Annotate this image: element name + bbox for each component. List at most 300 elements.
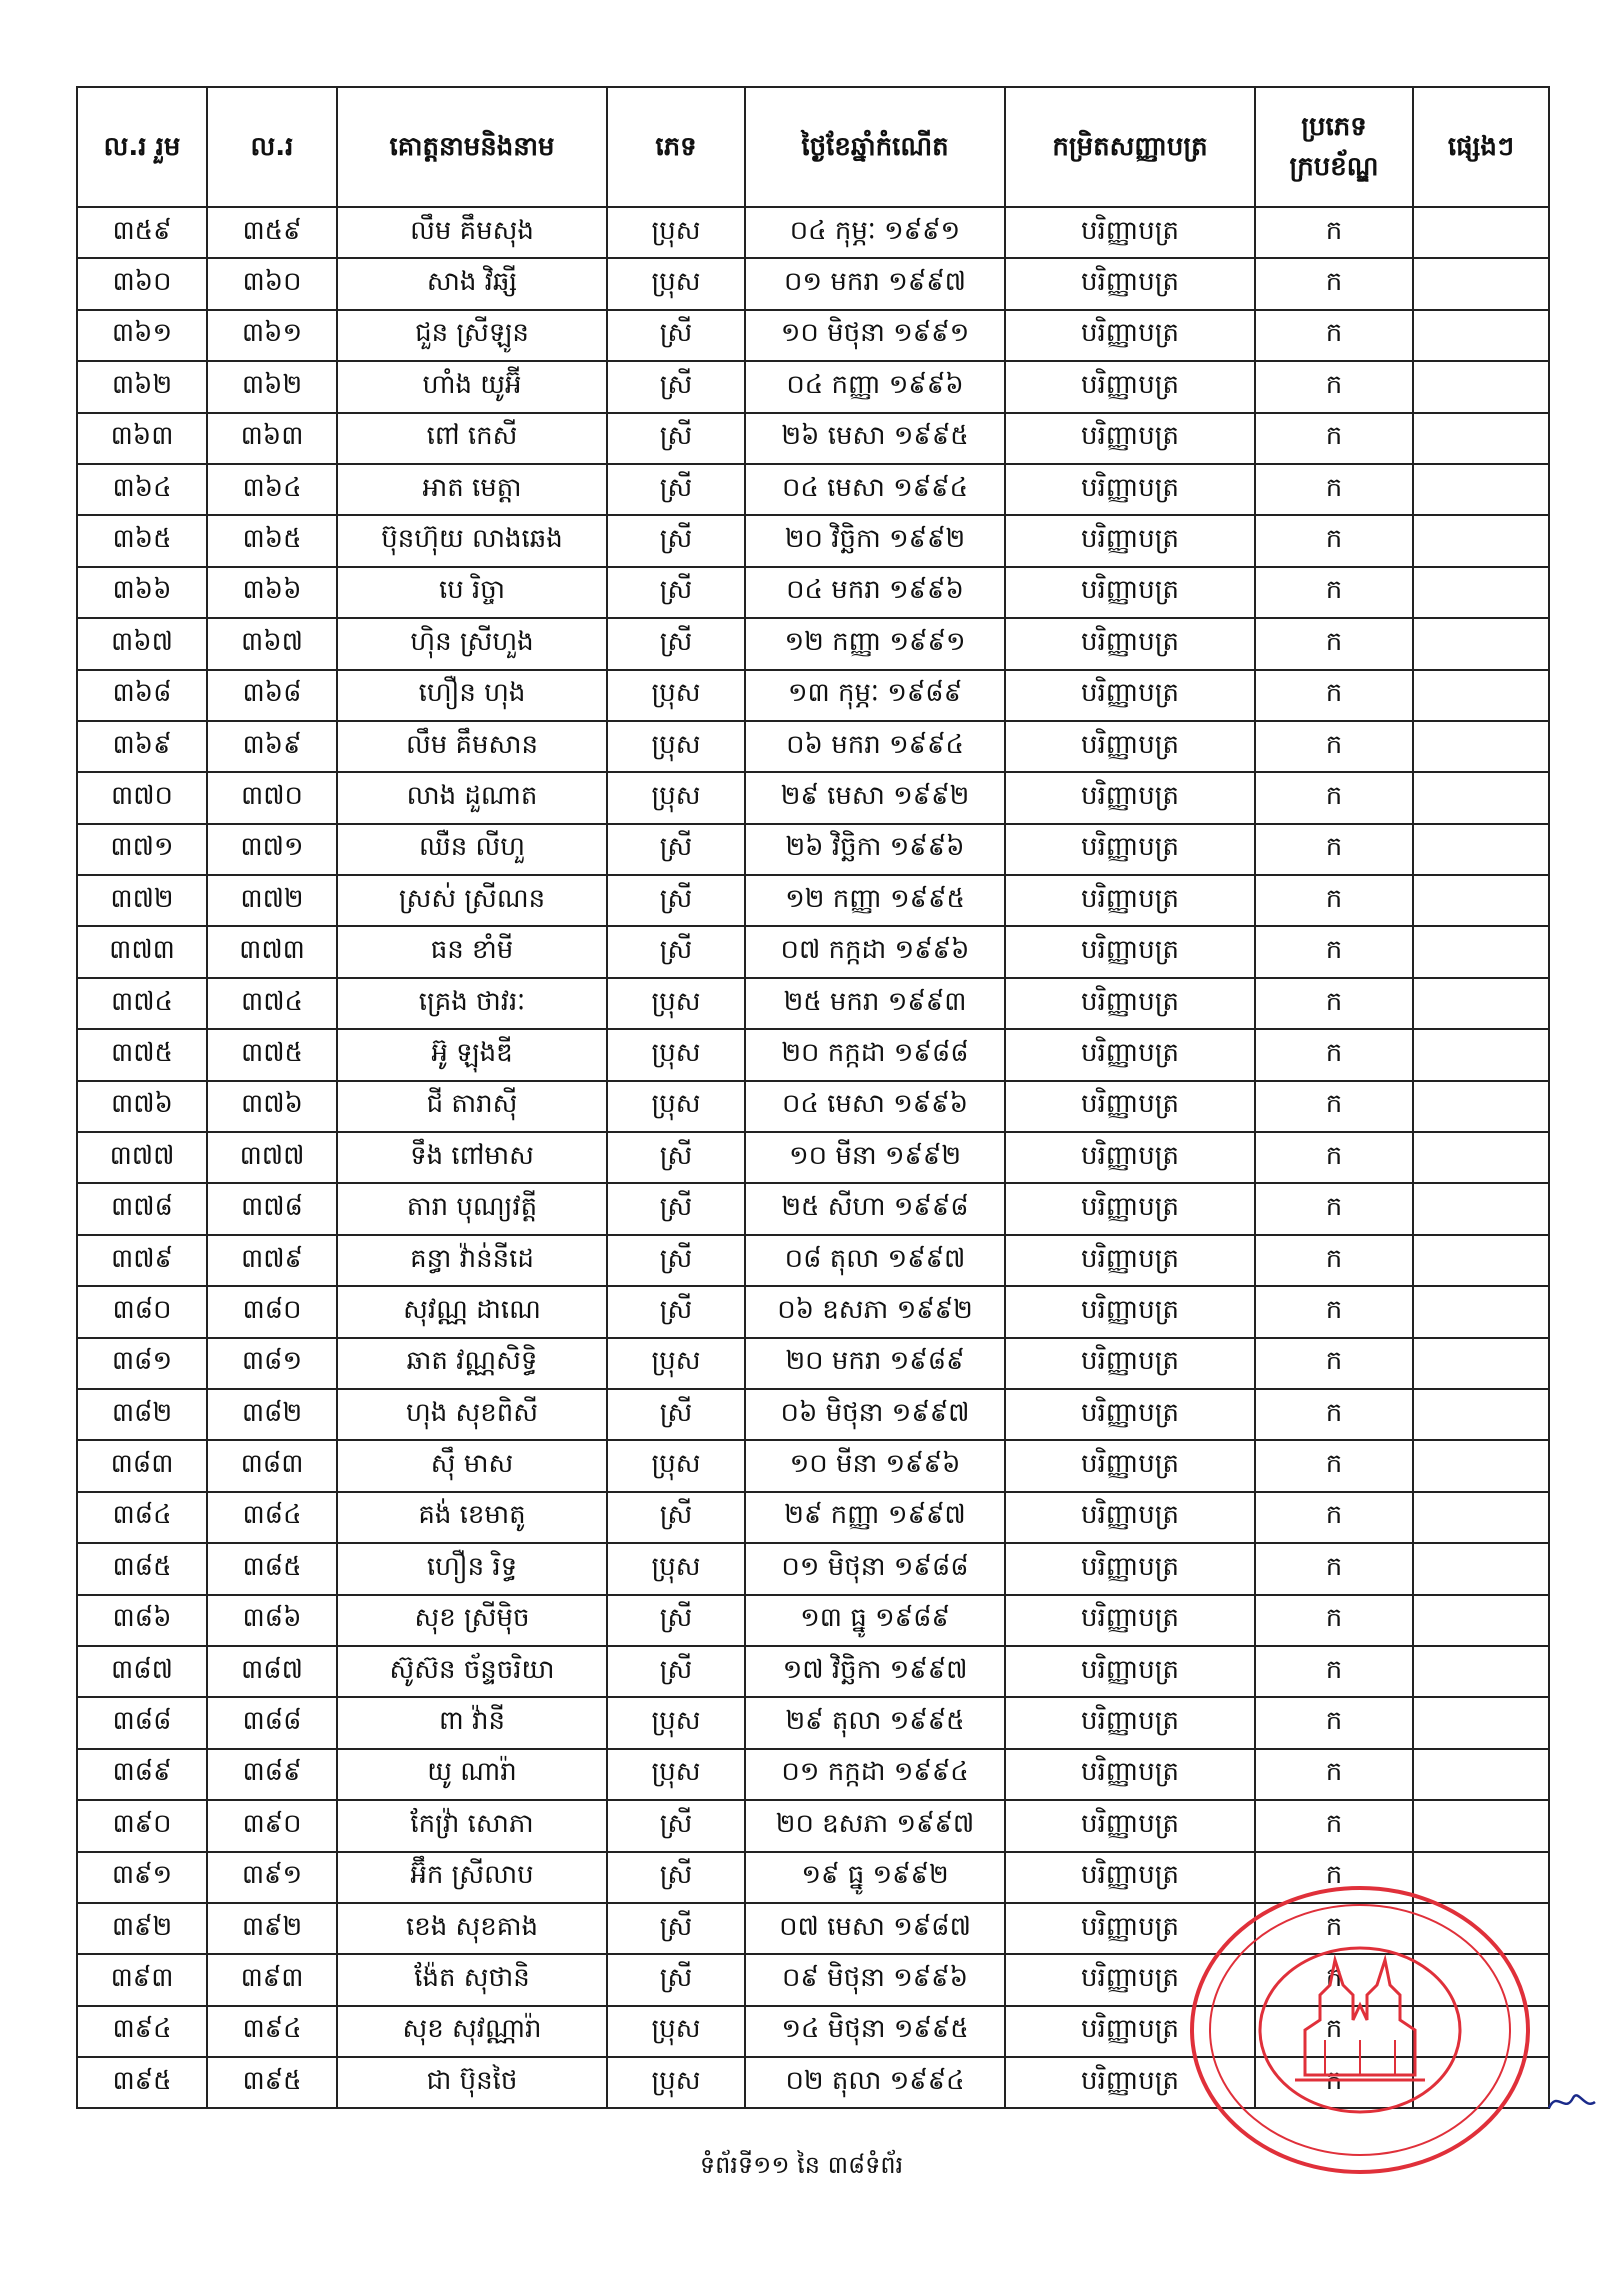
- table-cell: ស្រី: [607, 464, 745, 515]
- table-cell: ៣៧៧: [207, 1132, 337, 1183]
- table-cell: [1413, 1697, 1549, 1748]
- table-cell: ស្រី: [607, 1492, 745, 1543]
- table-cell: ៣៧៤: [77, 978, 207, 1029]
- table-cell: ២០ កក្កដា ១៩៨៨: [745, 1029, 1005, 1080]
- table-row: [77, 1029, 1549, 1080]
- table-cell: បរិញ្ញាបត្រ: [1005, 772, 1255, 823]
- table-cell: ហុង សុខពិសី: [337, 1389, 607, 1440]
- table-cell: ៣៦១: [207, 310, 337, 361]
- table-cell: ស្រី: [607, 1595, 745, 1646]
- table-cell: ក: [1255, 721, 1413, 772]
- table-cell: ស្រី: [607, 875, 745, 926]
- table-cell: ៣៦៤: [77, 464, 207, 515]
- table-cell: តារា បុណ្យវត្តី: [337, 1183, 607, 1234]
- table-row: [77, 1492, 1549, 1543]
- table-cell: ៣៧០: [207, 772, 337, 823]
- table-cell: ទឹង ពៅមាស: [337, 1132, 607, 1183]
- table-cell: ១៧ វិច្ឆិកា ១៩៩៧: [745, 1646, 1005, 1697]
- table-cell: ៣៦០: [77, 258, 207, 309]
- page-number: ទំព័រទី១១ នៃ ៣៨ទំព័រ: [699, 2151, 904, 2179]
- table-cell: ក: [1255, 1029, 1413, 1080]
- table-cell: ៣៨១: [207, 1338, 337, 1389]
- table-body: [77, 207, 1549, 2108]
- column-header: ភេទ: [607, 87, 745, 207]
- table-cell: ស្រី: [607, 926, 745, 977]
- table-cell: ១៩ ធ្នូ ១៩៩២: [745, 1852, 1005, 1903]
- table-cell: សុខ សុវណ្ណារ៉ា: [337, 2006, 607, 2057]
- table-cell: ៣៨៣: [77, 1440, 207, 1491]
- table-cell: ១៣ កុម្ភៈ ១៩៨៩: [745, 670, 1005, 721]
- table-cell: ៣៧៧: [77, 1132, 207, 1183]
- table-cell: ៣៨៥: [77, 1543, 207, 1594]
- table-cell: បរិញ្ញាបត្រ: [1005, 567, 1255, 618]
- table-cell: បរិញ្ញាបត្រ: [1005, 1389, 1255, 1440]
- table-cell: ប្រុស: [607, 1543, 745, 1594]
- table-cell: ៣៨៧: [207, 1646, 337, 1697]
- table-cell: ៣៨៩: [77, 1749, 207, 1800]
- table-cell: ពា វ៉ានី: [337, 1697, 607, 1748]
- table-cell: លាង ដួណាត: [337, 772, 607, 823]
- table-cell: ក: [1255, 2057, 1413, 2108]
- table-cell: បរិញ្ញាបត្រ: [1005, 926, 1255, 977]
- table-cell: ១០ មីនា ១៩៩៦: [745, 1440, 1005, 1491]
- table-cell: ក: [1255, 1286, 1413, 1337]
- table-cell: បរិញ្ញាបត្រ: [1005, 258, 1255, 309]
- table-cell: ៣៧៦: [207, 1081, 337, 1132]
- table-cell: បរិញ្ញាបត្រ: [1005, 1029, 1255, 1080]
- table-cell: [1413, 721, 1549, 772]
- table-cell: ៣៧៩: [77, 1235, 207, 1286]
- table-cell: បរិញ្ញាបត្រ: [1005, 1132, 1255, 1183]
- table-cell: បរិញ្ញាបត្រ: [1005, 1286, 1255, 1337]
- table-cell: ៣៦៨: [77, 670, 207, 721]
- table-cell: បរិញ្ញាបត្រ: [1005, 2006, 1255, 2057]
- table-cell: ០៤ មេសា ១៩៩៤: [745, 464, 1005, 515]
- table-cell: [1413, 413, 1549, 464]
- table-cell: [1413, 1749, 1549, 1800]
- table-cell: ៣៩៣: [207, 1954, 337, 2005]
- table-cell: ស្រី: [607, 1954, 745, 2005]
- table-cell: ៣៩២: [207, 1903, 337, 1954]
- table-cell: ក: [1255, 1852, 1413, 1903]
- table-cell: ៣៦៧: [77, 618, 207, 669]
- table-cell: ២៩ កញ្ញា ១៩៩៧: [745, 1492, 1005, 1543]
- table-cell: ៣៩៥: [207, 2057, 337, 2108]
- table-cell: ៣៦៥: [77, 515, 207, 566]
- table-cell: បរិញ្ញាបត្រ: [1005, 670, 1255, 721]
- table-cell: ង៉ែត សុថានិ: [337, 1954, 607, 2005]
- table-cell: [1413, 824, 1549, 875]
- table-cell: ៣៦៦: [207, 567, 337, 618]
- table-cell: ប្រុស: [607, 258, 745, 309]
- table-cell: លឹម គឹមសាន: [337, 721, 607, 772]
- table-cell: [1413, 1492, 1549, 1543]
- table-cell: [1413, 1286, 1549, 1337]
- table-cell: ប្រុស: [607, 1029, 745, 1080]
- table-cell: [1413, 1081, 1549, 1132]
- table-cell: ៣៨៩: [207, 1749, 337, 1800]
- table-row: [77, 1749, 1549, 1800]
- table-row: [77, 875, 1549, 926]
- table-cell: ក: [1255, 926, 1413, 977]
- table-cell: [1413, 310, 1549, 361]
- table-cell: ក: [1255, 2006, 1413, 2057]
- table-cell: ប្រុស: [607, 978, 745, 1029]
- table-cell: ក: [1255, 1646, 1413, 1697]
- table-cell: ៣៧៨: [77, 1183, 207, 1234]
- table-cell: ហាំង យូអ៊ី: [337, 361, 607, 412]
- table-row: [77, 926, 1549, 977]
- signature-mark: [1545, 2080, 1600, 2120]
- table-cell: អ៊ឹក ស្រីលាប: [337, 1852, 607, 1903]
- table-cell: ស្រី: [607, 1389, 745, 1440]
- table-row: [77, 567, 1549, 618]
- table-cell: បរិញ្ញាបត្រ: [1005, 1235, 1255, 1286]
- table-cell: ០១ មិថុនា ១៩៨៨: [745, 1543, 1005, 1594]
- table-cell: [1413, 670, 1549, 721]
- table-cell: [1413, 567, 1549, 618]
- table-row: [77, 310, 1549, 361]
- table-cell: ក: [1255, 1595, 1413, 1646]
- table-cell: ប្រុស: [607, 207, 745, 258]
- table-cell: ហឿន ហុង: [337, 670, 607, 721]
- table-cell: បរិញ្ញាបត្រ: [1005, 310, 1255, 361]
- table-cell: ០៦ មករា ១៩៩៤: [745, 721, 1005, 772]
- table-row: [77, 464, 1549, 515]
- table-cell: ០៤ កញ្ញា ១៩៩៦: [745, 361, 1005, 412]
- table-cell: ៣៨២: [207, 1389, 337, 1440]
- table-cell: ប៊ុនហ៊ុយ លាងឆេង: [337, 515, 607, 566]
- table-row: [77, 1389, 1549, 1440]
- table-row: [77, 258, 1549, 309]
- table-cell: ៣៧០: [77, 772, 207, 823]
- table-cell: ១០ មីនា ១៩៩២: [745, 1132, 1005, 1183]
- table-cell: ២៥ មករា ១៩៩៣: [745, 978, 1005, 1029]
- table-cell: ៣៦១: [77, 310, 207, 361]
- table-cell: បេ រិច្ចា: [337, 567, 607, 618]
- table-cell: ប្រុស: [607, 670, 745, 721]
- table-cell: [1413, 1183, 1549, 1234]
- table-cell: បរិញ្ញាបត្រ: [1005, 1543, 1255, 1594]
- table-cell: ៣៧២: [77, 875, 207, 926]
- table-row: [77, 670, 1549, 721]
- table-cell: ៣៧៥: [207, 1029, 337, 1080]
- table-cell: ក: [1255, 1081, 1413, 1132]
- table-row: [77, 1081, 1549, 1132]
- table-cell: ប្រុស: [607, 2006, 745, 2057]
- table-cell: ធន ខាំមី: [337, 926, 607, 977]
- table-cell: ១៤ មិថុនា ១៩៩៥: [745, 2006, 1005, 2057]
- table-row: [77, 978, 1549, 1029]
- table-cell: បរិញ្ញាបត្រ: [1005, 978, 1255, 1029]
- table-cell: ០១ មករា ១៩៩៧: [745, 258, 1005, 309]
- table-cell: ៣៨៣: [207, 1440, 337, 1491]
- table-cell: [1413, 1389, 1549, 1440]
- table-cell: ក: [1255, 207, 1413, 258]
- table-cell: ឆាត វណ្ណសិទ្ធិ: [337, 1338, 607, 1389]
- table-row: [77, 413, 1549, 464]
- table-row: [77, 1543, 1549, 1594]
- table-cell: [1413, 1595, 1549, 1646]
- table-cell: ២៦ វិច្ឆិកា ១៩៩៦: [745, 824, 1005, 875]
- table-row: [77, 1235, 1549, 1286]
- table-cell: ប្រុស: [607, 2057, 745, 2108]
- table-row: [77, 1338, 1549, 1389]
- table-cell: ក: [1255, 1903, 1413, 1954]
- table-cell: ៣៦២: [77, 361, 207, 412]
- table-cell: ក: [1255, 361, 1413, 412]
- table-cell: ប្រុស: [607, 721, 745, 772]
- table-cell: ០៤ មេសា ១៩៩៦: [745, 1081, 1005, 1132]
- table-cell: [1413, 772, 1549, 823]
- table-cell: ៣៦៥: [207, 515, 337, 566]
- table-cell: ០៧ មេសា ១៩៨៧: [745, 1903, 1005, 1954]
- table-cell: ក: [1255, 875, 1413, 926]
- table-cell: ៣៧១: [77, 824, 207, 875]
- table-cell: ៣៥៩: [207, 207, 337, 258]
- table-cell: ប្រុស: [607, 1697, 745, 1748]
- column-header: ល.រ រួម: [77, 87, 207, 207]
- table-cell: ០៦ មិថុនា ១៩៩៧: [745, 1389, 1005, 1440]
- table-cell: ស្រី: [607, 1183, 745, 1234]
- table-cell: ២០ មករា ១៩៨៩: [745, 1338, 1005, 1389]
- table-cell: [1413, 361, 1549, 412]
- table-cell: បរិញ្ញាបត្រ: [1005, 2057, 1255, 2108]
- table-row: [77, 361, 1549, 412]
- table-cell: ប្រុស: [607, 1081, 745, 1132]
- table-cell: ១០ មិថុនា ១៩៩១: [745, 310, 1005, 361]
- table-cell: ៣៩៤: [207, 2006, 337, 2057]
- table-cell: ហឿន រិទ្ធ: [337, 1543, 607, 1594]
- table-cell: ០៤ កុម្ភៈ ១៩៩១: [745, 207, 1005, 258]
- column-header: ថ្ងៃខែឆ្នាំកំណើត: [745, 87, 1005, 207]
- table-cell: [1413, 1338, 1549, 1389]
- table-cell: លឹម គឹមសុង: [337, 207, 607, 258]
- table-cell: [1413, 515, 1549, 566]
- table-cell: ៣៦៧: [207, 618, 337, 669]
- table-cell: ក: [1255, 1132, 1413, 1183]
- table-cell: ៣៨៨: [207, 1697, 337, 1748]
- table-cell: ២០ វិច្ឆិកា ១៩៩២: [745, 515, 1005, 566]
- table-cell: បរិញ្ញាបត្រ: [1005, 1338, 1255, 1389]
- table-cell: ក: [1255, 464, 1413, 515]
- table-cell: ២៩ តុលា ១៩៩៥: [745, 1697, 1005, 1748]
- table-cell: ស្រី: [607, 413, 745, 464]
- table-cell: ស្រី: [607, 567, 745, 618]
- table-cell: ក: [1255, 1697, 1413, 1748]
- table-row: [77, 515, 1549, 566]
- table-row: [77, 721, 1549, 772]
- table-cell: ៣៧៩: [207, 1235, 337, 1286]
- table-cell: [1413, 1646, 1549, 1697]
- table-cell: ក: [1255, 515, 1413, 566]
- table-cell: ៣៨៥: [207, 1543, 337, 1594]
- table-cell: ៣៦០: [207, 258, 337, 309]
- table-cell: [1413, 1440, 1549, 1491]
- table-cell: ៣៦៤: [207, 464, 337, 515]
- table-cell: ៣៨៦: [207, 1595, 337, 1646]
- table-row: [77, 1183, 1549, 1234]
- table-cell: ១២ កញ្ញា ១៩៩៥: [745, 875, 1005, 926]
- table-cell: ក: [1255, 670, 1413, 721]
- table-cell: ស្រី: [607, 1286, 745, 1337]
- table-cell: ៣៨៨: [77, 1697, 207, 1748]
- table-cell: ក: [1255, 772, 1413, 823]
- table-cell: ស្រស់ ស្រីណន: [337, 875, 607, 926]
- table-cell: ប្រុស: [607, 772, 745, 823]
- table-cell: ៣៩៣: [77, 1954, 207, 2005]
- column-header: ល.រ: [207, 87, 337, 207]
- table-cell: បរិញ្ញាបត្រ: [1005, 361, 1255, 412]
- table-cell: បរិញ្ញាបត្រ: [1005, 721, 1255, 772]
- table-cell: ជា ប៊ុនថៃ: [337, 2057, 607, 2108]
- table-row: [77, 1440, 1549, 1491]
- table-row: [77, 1132, 1549, 1183]
- table-cell: បរិញ្ញាបត្រ: [1005, 1595, 1255, 1646]
- table-cell: ៣៧២: [207, 875, 337, 926]
- table-cell: ឈឺន លីហួ: [337, 824, 607, 875]
- table-cell: ស្រី: [607, 824, 745, 875]
- table-row: [77, 772, 1549, 823]
- table-cell: ៣៧៥: [77, 1029, 207, 1080]
- table-cell: ក: [1255, 1235, 1413, 1286]
- table-cell: [1413, 464, 1549, 515]
- table-cell: គន្ធា វ៉ាន់នីដេ: [337, 1235, 607, 1286]
- table-cell: ប្រុស: [607, 1749, 745, 1800]
- table-cell: សុខ ស្រីម៉ិច: [337, 1595, 607, 1646]
- table-cell: បរិញ្ញាបត្រ: [1005, 1800, 1255, 1851]
- table-cell: ៣៧៨: [207, 1183, 337, 1234]
- table-cell: បរិញ្ញាបត្រ: [1005, 515, 1255, 566]
- table-cell: បរិញ្ញាបត្រ: [1005, 1081, 1255, 1132]
- table-cell: ក: [1255, 258, 1413, 309]
- table-cell: ៣៨៦: [77, 1595, 207, 1646]
- table-cell: ស្រី: [607, 1646, 745, 1697]
- table-cell: ស្រី: [607, 515, 745, 566]
- table-cell: ហ៊ិន ស្រីហួង: [337, 618, 607, 669]
- table-cell: បរិញ្ញាបត្រ: [1005, 1954, 1255, 2005]
- table-row: [77, 1800, 1549, 1851]
- table-cell: ក: [1255, 1440, 1413, 1491]
- table-cell: គ្រេង ថាវរៈ: [337, 978, 607, 1029]
- table-cell: [1413, 875, 1549, 926]
- table-cell: ៣៨១: [77, 1338, 207, 1389]
- table-cell: ៣៦៩: [77, 721, 207, 772]
- table-cell: ៣៧៣: [77, 926, 207, 977]
- table-row: [77, 1595, 1549, 1646]
- table-row: [77, 1286, 1549, 1337]
- table-cell: សាង វិឆ្សី: [337, 258, 607, 309]
- table-cell: ប្រុស: [607, 1338, 745, 1389]
- table-cell: ស្រី: [607, 310, 745, 361]
- table-cell: ២៥ សីហា ១៩៩៨: [745, 1183, 1005, 1234]
- table-cell: ០៦ ឧសភា ១៩៩២: [745, 1286, 1005, 1337]
- table-cell: [1413, 1029, 1549, 1080]
- column-header: ផ្សេងៗ: [1413, 87, 1549, 207]
- table-cell: បរិញ្ញាបត្រ: [1005, 1852, 1255, 1903]
- table-cell: ០២ តុលា ១៩៩៤: [745, 2057, 1005, 2108]
- table-cell: ស្រី: [607, 1903, 745, 1954]
- table-cell: បរិញ្ញាបត្រ: [1005, 1903, 1255, 1954]
- table-cell: ០៤ មករា ១៩៩៦: [745, 567, 1005, 618]
- table-cell: អាត មេត្តា: [337, 464, 607, 515]
- table-cell: ២៩ មេសា ១៩៩២: [745, 772, 1005, 823]
- table-cell: ៣៩៤: [77, 2006, 207, 2057]
- table-row: [77, 1646, 1549, 1697]
- column-header: ប្រភេទក្របខ័ណ្ឌ: [1255, 87, 1413, 207]
- table-cell: បរិញ្ញាបត្រ: [1005, 1440, 1255, 1491]
- column-header: គោត្តនាមនិងនាម: [337, 87, 607, 207]
- table-cell: ក: [1255, 1543, 1413, 1594]
- table-cell: ៣៧៣: [207, 926, 337, 977]
- table-cell: ៣៦៣: [207, 413, 337, 464]
- table-cell: ៣៨០: [77, 1286, 207, 1337]
- table-cell: ក: [1255, 618, 1413, 669]
- table-cell: បរិញ្ញាបត្រ: [1005, 207, 1255, 258]
- table-cell: ១២ កញ្ញា ១៩៩១: [745, 618, 1005, 669]
- table-row: [77, 824, 1549, 875]
- table-cell: ពៅ កេសី: [337, 413, 607, 464]
- table-cell: ស្រី: [607, 1800, 745, 1851]
- table-cell: ក: [1255, 824, 1413, 875]
- table-row: [77, 618, 1549, 669]
- column-header: កម្រិតសញ្ញាបត្រ: [1005, 87, 1255, 207]
- table-cell: ជី តារាស៊ី: [337, 1081, 607, 1132]
- table-cell: បរិញ្ញាបត្រ: [1005, 1183, 1255, 1234]
- table-cell: [1413, 1132, 1549, 1183]
- personnel-table: [76, 86, 1550, 2109]
- table-cell: ក: [1255, 1338, 1413, 1389]
- table-cell: ៣៩០: [77, 1800, 207, 1851]
- table-cell: ២៦ មេសា ១៩៩៥: [745, 413, 1005, 464]
- table-row: [77, 207, 1549, 258]
- table-cell: ២០ ឧសភា ១៩៩៧: [745, 1800, 1005, 1851]
- table-cell: បរិញ្ញាបត្រ: [1005, 1492, 1255, 1543]
- table-cell: [1413, 978, 1549, 1029]
- table-cell: ស្រី: [607, 1132, 745, 1183]
- table-cell: ស្រី: [607, 618, 745, 669]
- table-cell: ក: [1255, 978, 1413, 1029]
- table-cell: [1413, 258, 1549, 309]
- table-cell: ៣៨៤: [77, 1492, 207, 1543]
- table-cell: បរិញ្ញាបត្រ: [1005, 618, 1255, 669]
- table-cell: បរិញ្ញាបត្រ: [1005, 1646, 1255, 1697]
- table-cell: ក: [1255, 1749, 1413, 1800]
- table-cell: ៣៩០: [207, 1800, 337, 1851]
- table-cell: ៣៦៨: [207, 670, 337, 721]
- table-cell: គង់ ខេមាតូ: [337, 1492, 607, 1543]
- table-cell: ៣៦៣: [77, 413, 207, 464]
- table-cell: ក: [1255, 1183, 1413, 1234]
- table-cell: [1413, 1543, 1549, 1594]
- table-cell: ៣៩២: [77, 1903, 207, 1954]
- table-cell: ៣៨២: [77, 1389, 207, 1440]
- table-row: [77, 1697, 1549, 1748]
- table-cell: ៣៨០: [207, 1286, 337, 1337]
- table-cell: បរិញ្ញាបត្រ: [1005, 464, 1255, 515]
- table-cell: ក: [1255, 310, 1413, 361]
- table-cell: ក: [1255, 1800, 1413, 1851]
- table-cell: ក: [1255, 413, 1413, 464]
- table-cell: ៣៨៧: [77, 1646, 207, 1697]
- official-seal: [1185, 1880, 1535, 2180]
- table-cell: ប្រុស: [607, 1440, 745, 1491]
- table-cell: ០១ កក្កដា ១៩៩៤: [745, 1749, 1005, 1800]
- table-cell: ៣៧៤: [207, 978, 337, 1029]
- table-cell: ៣៩១: [77, 1852, 207, 1903]
- table-cell: ៣៩១: [207, 1852, 337, 1903]
- table-cell: [1413, 1235, 1549, 1286]
